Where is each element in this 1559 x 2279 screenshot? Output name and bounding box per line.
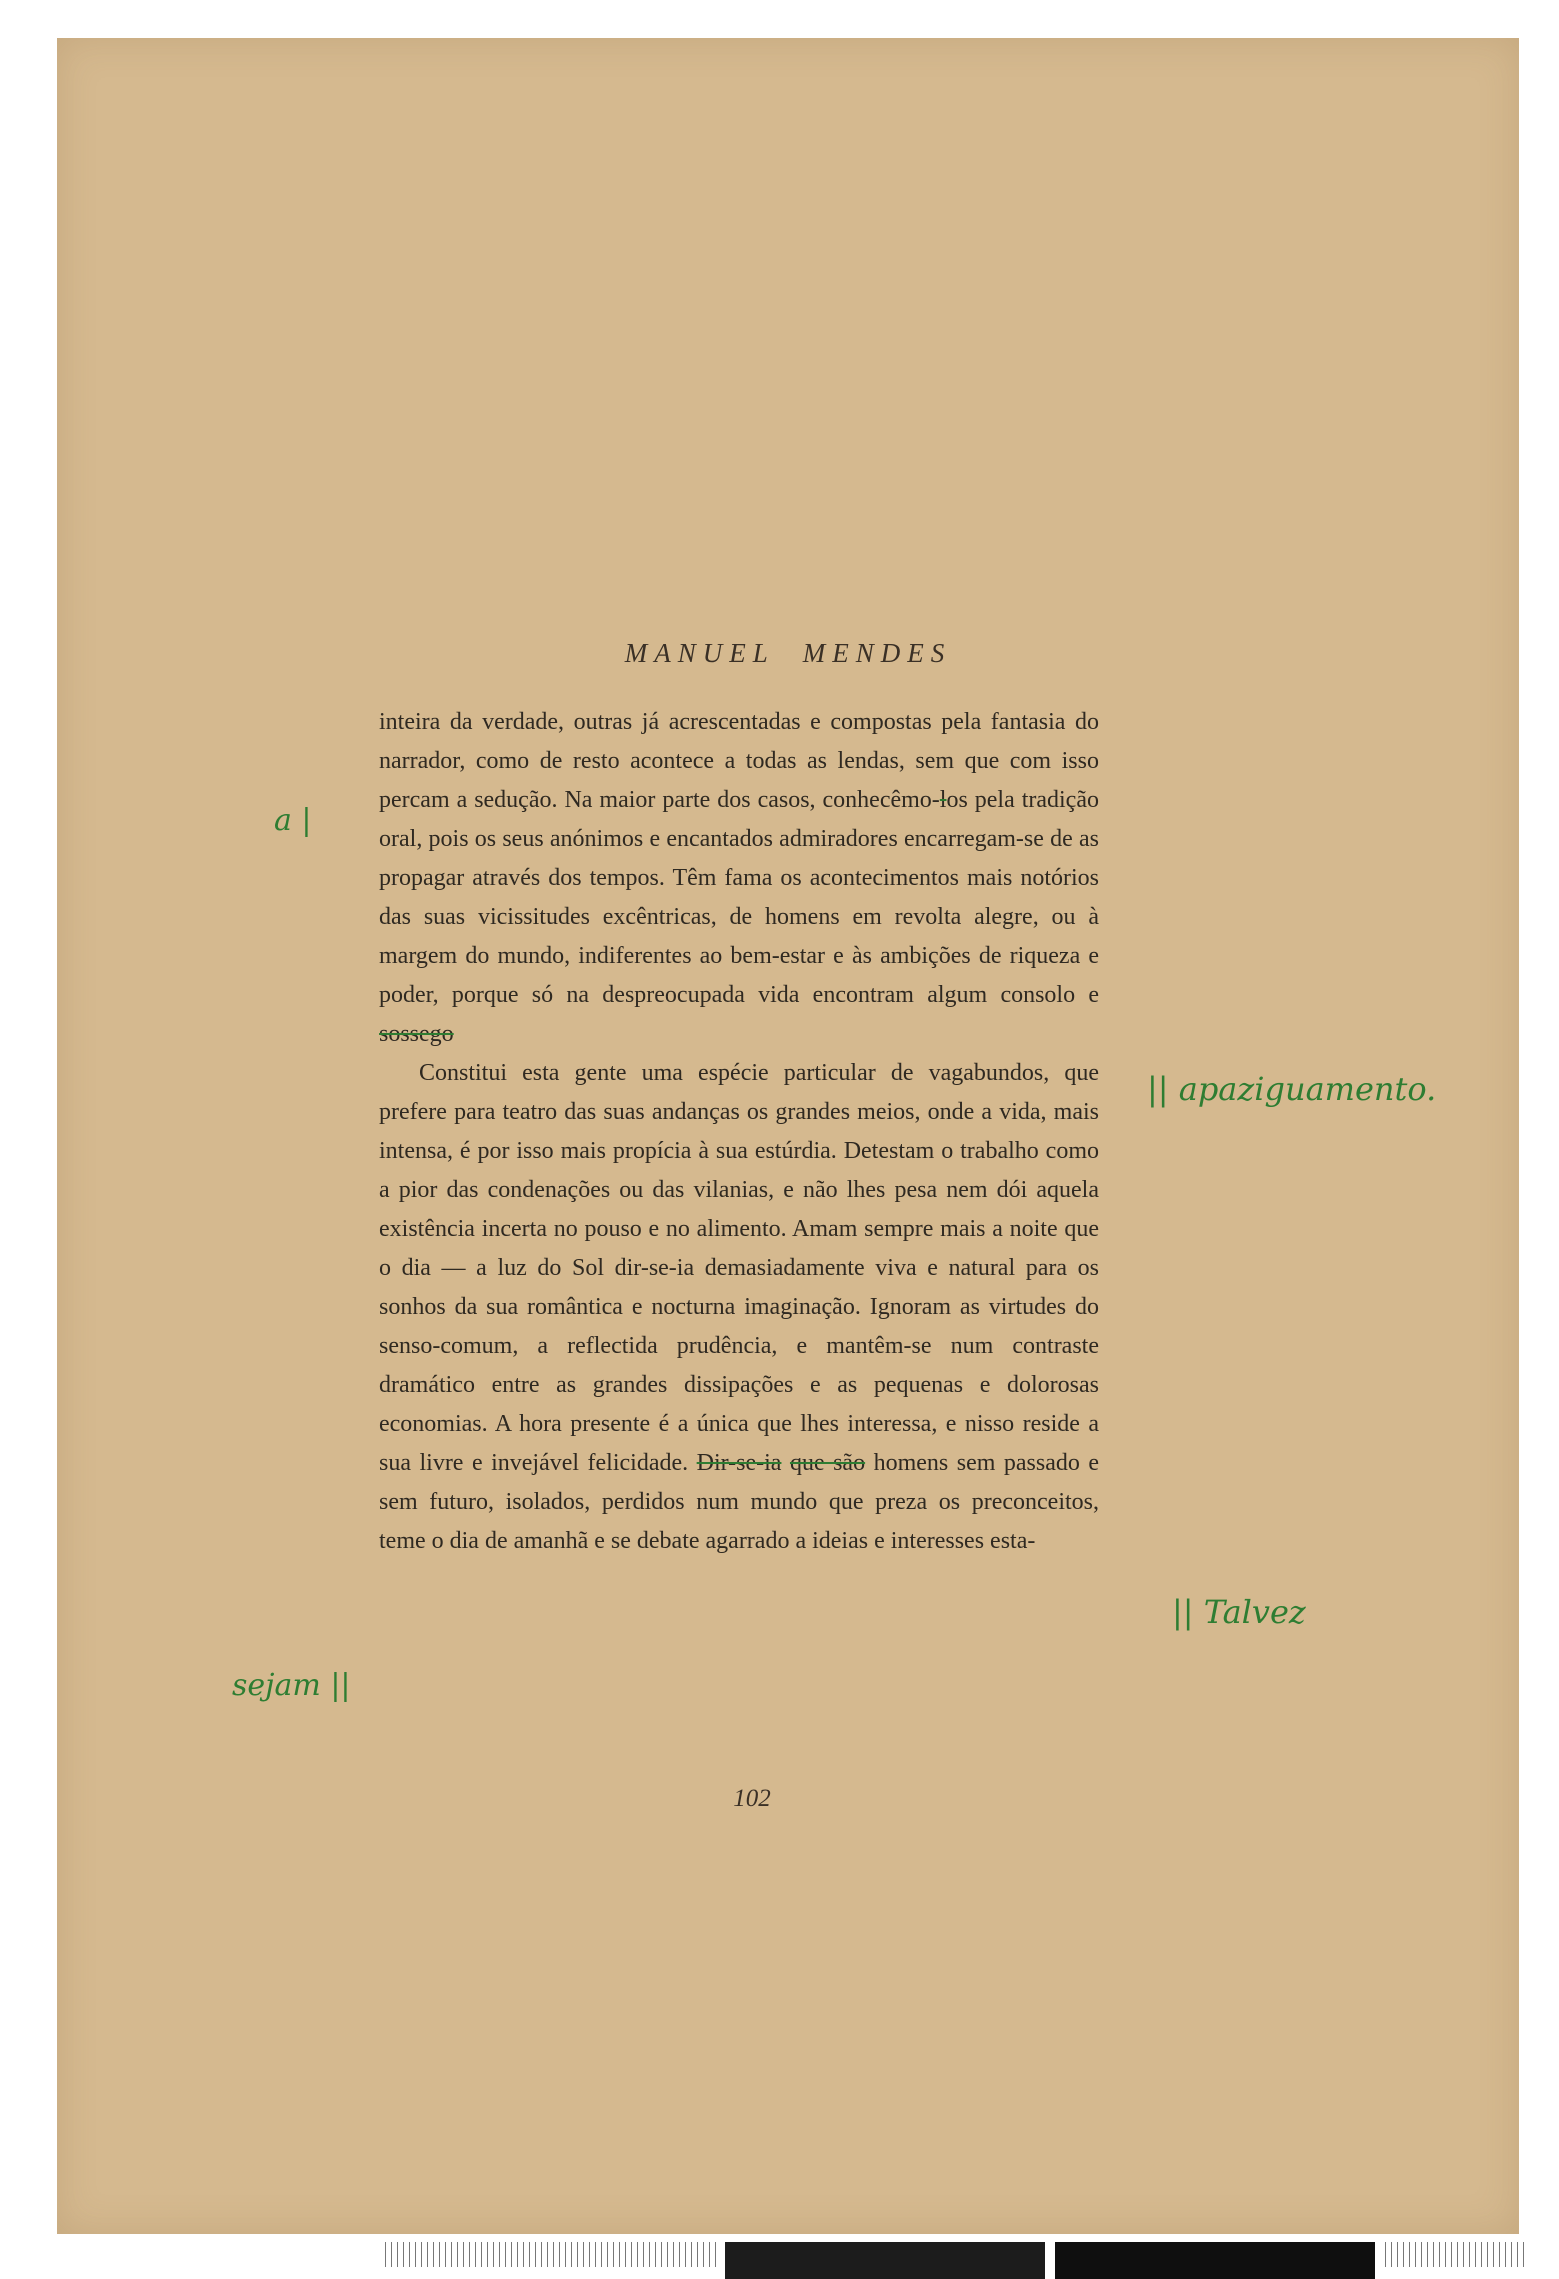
body-text bbox=[379, 703, 1099, 1561]
page-number: 102 bbox=[733, 1785, 771, 1812]
gray-swatch-dark bbox=[725, 2242, 1045, 2279]
deleted-word-sossego: sossego bbox=[379, 1021, 454, 1047]
header-author-first: MANUEL bbox=[624, 638, 775, 668]
paragraph-1-part-a: inteira da verdade, outras já acrescentadas e compostas pela fantasia do narrador, como de resto acontece a todas as lendas, sem que com isso percam a sedução. Na maior parte dos casos, conhecêmo- bbox=[379, 709, 1099, 813]
paragraph-1 bbox=[379, 703, 1099, 1054]
ruler-ticks-right bbox=[1385, 2242, 1525, 2267]
header-author-last: MENDES bbox=[802, 638, 952, 668]
paragraph-2-part-b: homens sem passado e sem futuro, isolados, perdidos num mundo que preza os preconceitos, teme o dia de amanhã e se debate agarrado a ideias e interesses esta- bbox=[379, 1450, 1099, 1554]
deleted-letter: l bbox=[939, 787, 947, 813]
paper-sheet bbox=[57, 38, 1519, 2234]
scale-ruler bbox=[385, 2242, 1525, 2279]
annotation-left-top: a | bbox=[274, 803, 312, 838]
paragraph-1-part-b: os pela tradição oral, pois os seus anónimos e encantados admiradores encarregam-se de as propagar através dos tempos. Têm fama os acontecimentos mais notórios das suas vicissitudes excêntricas, de homens em revolta alegre, ou à margem do mundo, indiferentes ao bem-estar e às ambições de riqueza e poder, porque só na despreocupada vida encontram algum consolo e bbox=[379, 787, 1099, 1008]
deleted-que-sao: que são bbox=[789, 1450, 866, 1476]
deleted-dir-se-ia: Dir-se-ia bbox=[696, 1450, 782, 1476]
paragraph-2 bbox=[379, 1054, 1099, 1561]
running-header bbox=[57, 638, 1519, 669]
annotation-sejam: sejam || bbox=[232, 1668, 351, 1703]
ruler-ticks-left bbox=[385, 2242, 720, 2267]
annotation-apaziguamento: || apaziguamento. bbox=[1147, 1070, 1437, 1108]
gray-swatch-black bbox=[1055, 2242, 1375, 2279]
paragraph-2-part-a: Constitui esta gente uma espécie particular de vagabundos, que prefere para teatro das suas andanças os grandes meios, onde a vida, mais intensa, é por isso mais propícia à sua estúrdia. Detestam o trabalho como a pior das condenações ou das vilanias, e não lhes pesa nem dói aquela existência incerta no pouso e no alimento. Amam sempre mais a noite que o dia — a luz do Sol dir-se-ia demasiadamente viva e natural para os sonhos da sua romântica e nocturna imaginação. Ignoram as virtudes do senso-comum, a reflectida prudência, e mantêm-se num contraste dramático entre as grandes dissipações e as pequenas e dolorosas economias. A hora presente é a única que lhes interessa, e nisso reside a sua livre e invejável felicidade. bbox=[379, 1060, 1099, 1476]
annotation-talvez: || Talvez bbox=[1172, 1593, 1306, 1631]
